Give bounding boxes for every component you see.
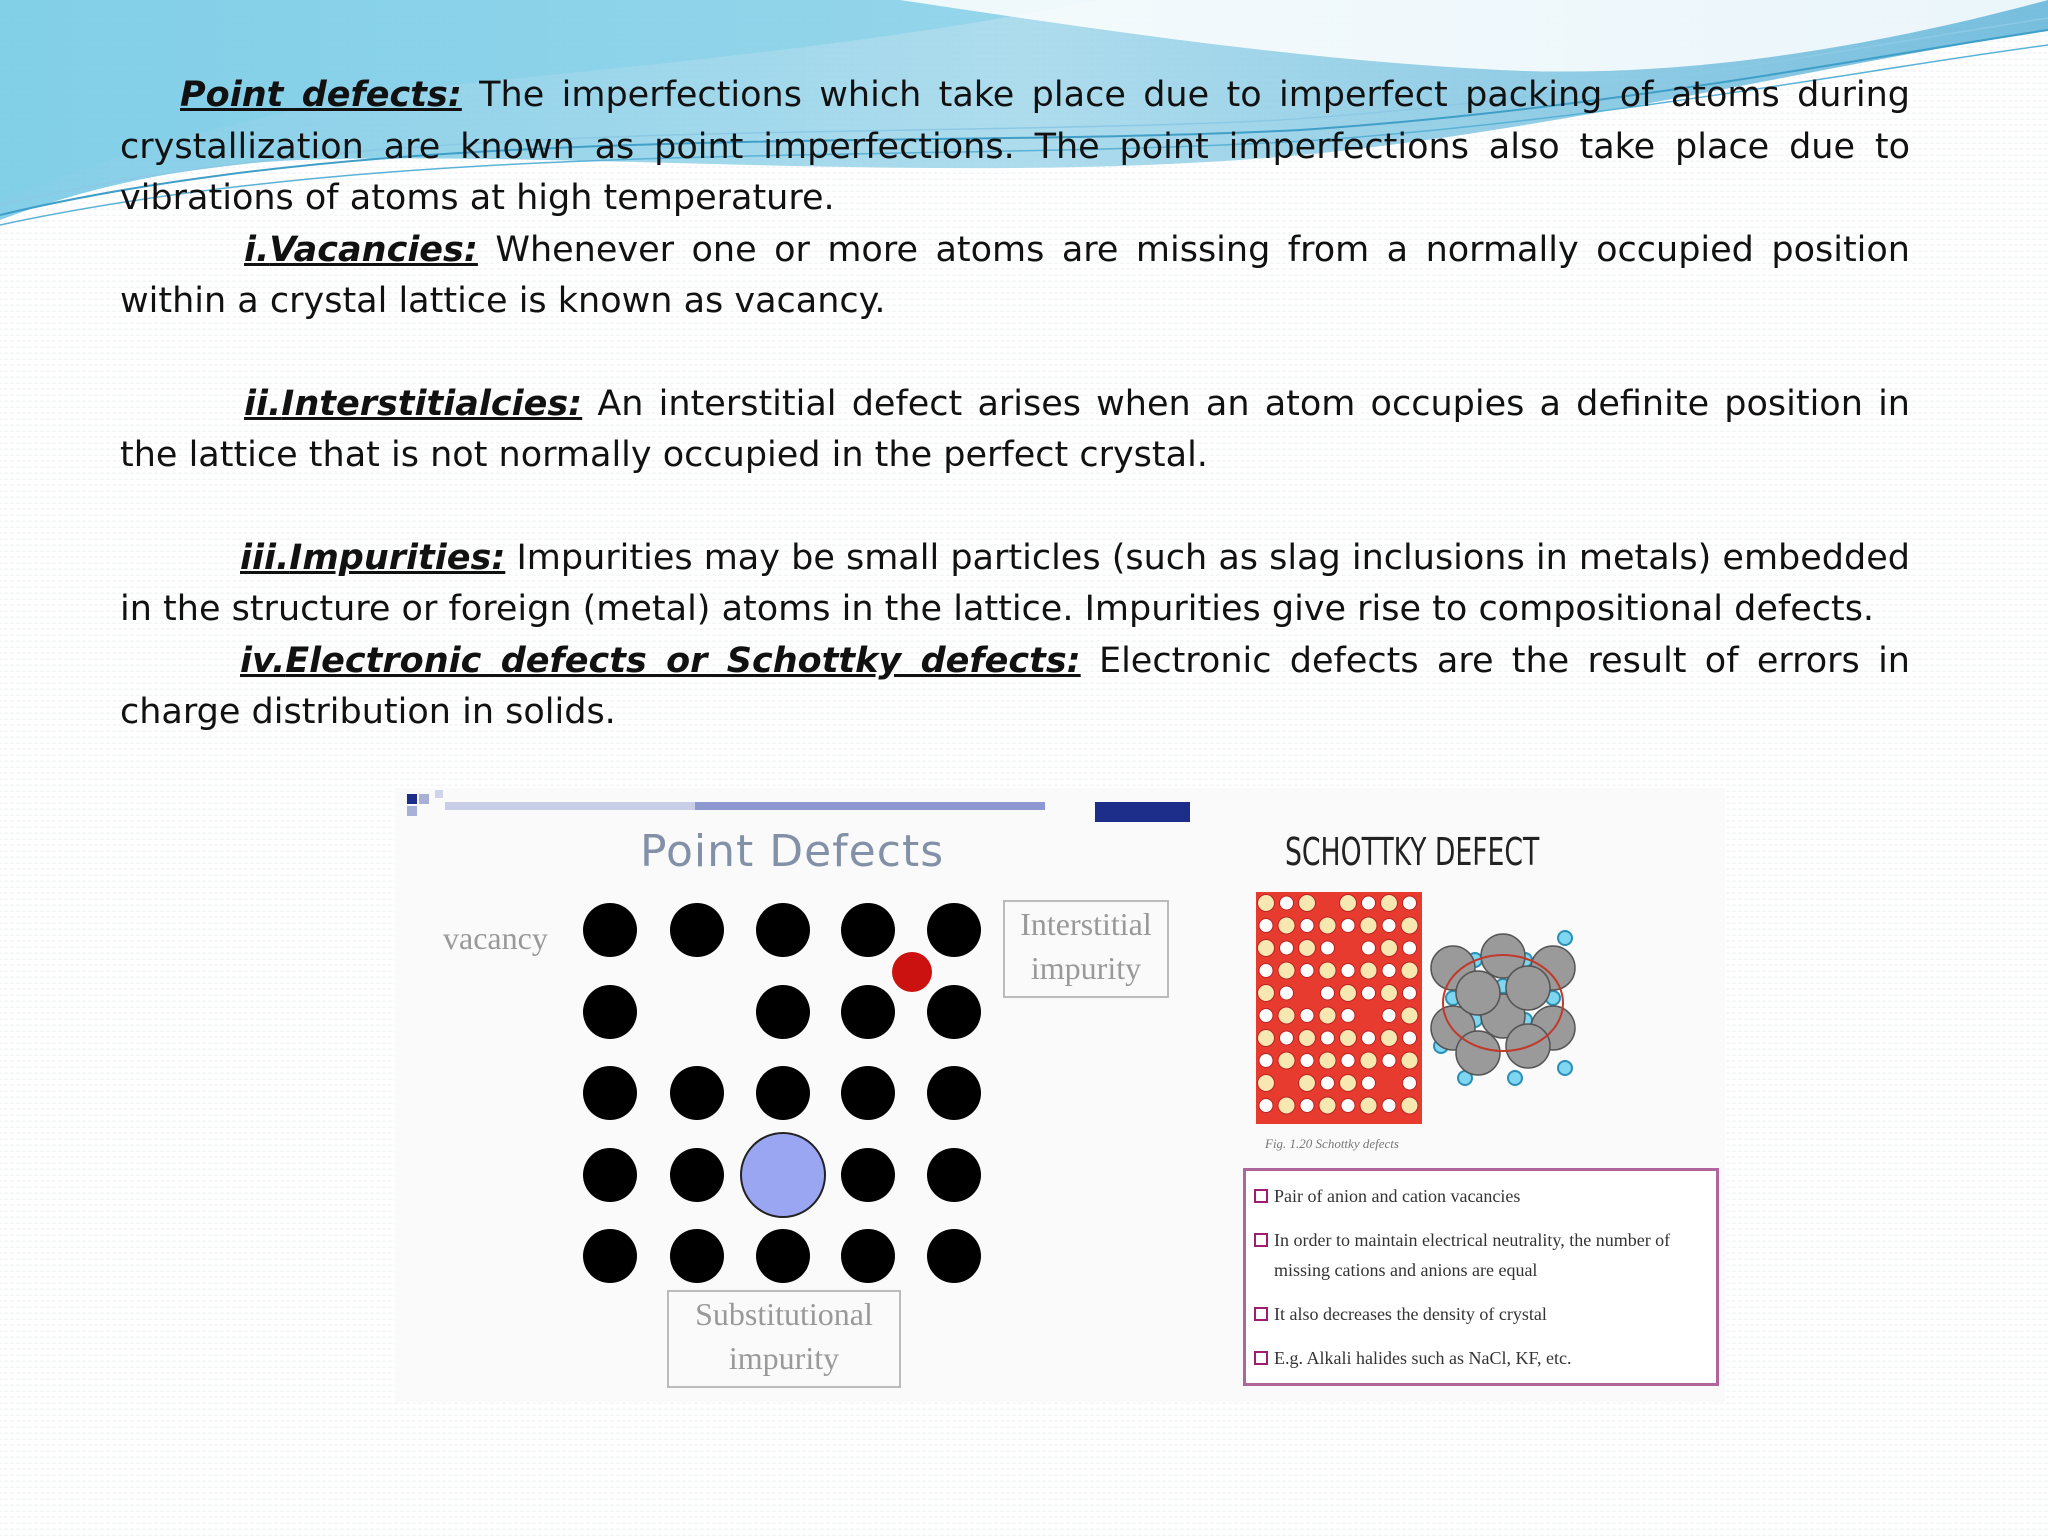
cation — [1558, 1061, 1572, 1075]
impurities-paragraph — [120, 533, 1910, 636]
lattice-atom — [670, 1229, 724, 1283]
ion — [1278, 1007, 1295, 1024]
ion — [1381, 895, 1398, 912]
ion — [1300, 919, 1314, 933]
checkbox-bullet-icon — [1254, 1233, 1268, 1247]
ion — [1381, 1030, 1398, 1047]
anion — [1506, 966, 1550, 1010]
interstitialcies-text: An interstitial defect arises when an atom occupies a definite position in the lattice that is not normally occupied in the perfect crystal. — [120, 383, 1910, 475]
ion — [1321, 941, 1335, 955]
lattice-atom — [583, 1229, 637, 1283]
fact-text: In order to maintain electrical neutrality, the number of missing cations and anions are equal — [1274, 1230, 1671, 1280]
lattice-atom — [841, 985, 895, 1039]
ion — [1319, 962, 1336, 979]
electronic-defects-paragraph — [120, 636, 1910, 739]
lattice-atom — [927, 1148, 981, 1202]
vacancies-term: Vacancies: — [269, 229, 478, 270]
substitutional-impurity-label — [667, 1290, 901, 1388]
interstitial-line1: Interstitial — [1020, 906, 1152, 942]
schottky-illustrations — [1213, 788, 1725, 1148]
ion — [1299, 1075, 1316, 1092]
ion — [1403, 941, 1417, 955]
ion — [1341, 964, 1355, 978]
ion — [1341, 1099, 1355, 1113]
point-defects-title: Point Defects — [640, 826, 945, 877]
substitutional-line2: impurity — [728, 1340, 840, 1376]
ion — [1259, 964, 1273, 978]
ion — [1259, 1054, 1273, 1068]
ion — [1258, 895, 1275, 912]
ion — [1299, 1030, 1316, 1047]
lattice-atom — [841, 1066, 895, 1120]
ion — [1403, 1031, 1417, 1045]
interstitialcies-term: Interstitialcies: — [281, 383, 583, 424]
item-number: iii. — [240, 537, 290, 578]
ion — [1401, 962, 1418, 979]
lattice-atom — [583, 1066, 637, 1120]
interstitialcies-paragraph — [120, 379, 1910, 482]
ion — [1278, 962, 1295, 979]
cation — [1508, 1071, 1522, 1085]
ion — [1340, 1030, 1357, 1047]
schottky-figure-caption: Fig. 1.20 Schottky defects — [1265, 1136, 1399, 1151]
crystal-structure-image — [1431, 931, 1575, 1085]
item-number: iv. — [240, 640, 286, 681]
fact-item — [1254, 1225, 1710, 1285]
point-defects-heading: Point defects: — [180, 75, 462, 115]
vacancy-label: vacancy — [443, 920, 548, 956]
ion — [1321, 1031, 1335, 1045]
ion — [1278, 1097, 1295, 1114]
lattice-atom — [841, 1229, 895, 1283]
schottky-defect-panel — [1213, 788, 1725, 1402]
ion — [1341, 1054, 1355, 1068]
ion — [1360, 1052, 1377, 1069]
fact-item — [1254, 1343, 1710, 1373]
ion — [1362, 986, 1376, 1000]
ion — [1403, 986, 1417, 1000]
ion — [1258, 940, 1275, 957]
ion — [1401, 1007, 1418, 1024]
ion — [1280, 1031, 1294, 1045]
ion — [1300, 1054, 1314, 1068]
item-number: i. — [244, 229, 270, 270]
ion — [1319, 1097, 1336, 1114]
lattice-atom — [583, 903, 637, 957]
ion-grid-image — [1256, 892, 1422, 1124]
schottky-facts-box — [1243, 1168, 1719, 1386]
ion — [1300, 964, 1314, 978]
ion — [1319, 1052, 1336, 1069]
ion — [1403, 1076, 1417, 1090]
ion — [1258, 1030, 1275, 1047]
lattice-atom — [756, 1229, 810, 1283]
ion — [1382, 1054, 1396, 1068]
lattice-atom — [756, 903, 810, 957]
lattice-atom — [583, 1148, 637, 1202]
lattice-atom — [841, 903, 895, 957]
ion — [1340, 985, 1357, 1002]
ion — [1321, 986, 1335, 1000]
ion — [1280, 896, 1294, 910]
lattice-atom — [756, 1066, 810, 1120]
slide-text — [120, 70, 1910, 739]
cation — [1558, 931, 1572, 945]
ion — [1278, 1052, 1295, 1069]
ion — [1382, 1009, 1396, 1023]
electronic-defects-text: Electronic defects are the result of errors in charge distribution in solids. — [120, 640, 1910, 732]
ion — [1360, 917, 1377, 934]
interstitial-impurity-label — [1003, 900, 1169, 998]
substitutional-atom — [741, 1133, 825, 1217]
ion — [1300, 1009, 1314, 1023]
fact-item — [1254, 1181, 1710, 1211]
lattice-atom — [670, 903, 724, 957]
item-number: ii. — [244, 383, 282, 424]
ion — [1319, 917, 1336, 934]
ion — [1321, 1076, 1335, 1090]
fact-text: It also decreases the density of crystal — [1274, 1304, 1547, 1324]
electronic-defects-term: Electronic defects or Schottky defects: — [285, 640, 1081, 681]
impurities-text: Impurities may be small particles (such as slag inclusions in metals) embedded in the structure or foreign (metal) atoms in the lattice. Impurities give rise to compositional defects. — [120, 537, 1910, 629]
ion — [1381, 985, 1398, 1002]
lattice-atom — [927, 1066, 981, 1120]
checkbox-bullet-icon — [1254, 1351, 1268, 1365]
fact-item — [1254, 1299, 1710, 1329]
ion — [1362, 1076, 1376, 1090]
substitutional-line1: Substitutional — [695, 1296, 873, 1332]
ion — [1258, 985, 1275, 1002]
defects-figure — [395, 788, 1725, 1402]
ion — [1401, 1052, 1418, 1069]
ion — [1259, 919, 1273, 933]
interstitial-line2: impurity — [1030, 950, 1142, 986]
lattice-atom — [927, 903, 981, 957]
ion — [1280, 941, 1294, 955]
lattice-atom — [756, 985, 810, 1039]
lattice-atom — [670, 1066, 724, 1120]
ion — [1299, 895, 1316, 912]
ion — [1340, 895, 1357, 912]
lattice-atom — [927, 1229, 981, 1283]
fact-text: E.g. Alkali halides such as NaCl, KF, etc. — [1274, 1348, 1572, 1368]
ion — [1403, 896, 1417, 910]
ion — [1401, 917, 1418, 934]
ion — [1341, 1009, 1355, 1023]
point-defects-text: The imperfections which take place due to imperfect packing of atoms during crystallization are known as point imperfections. The point imperfections also take place due to vibrations of atoms at high temperature. — [120, 75, 1911, 218]
ion — [1259, 1009, 1273, 1023]
fact-text: Pair of anion and cation vacancies — [1274, 1186, 1521, 1206]
ion — [1341, 919, 1355, 933]
point-defects-diagram — [395, 788, 1195, 1402]
schottky-title: SCHOTTKY DEFECT — [1285, 830, 1540, 874]
impurities-term: Impurities: — [289, 537, 506, 578]
ion — [1360, 1097, 1377, 1114]
ion — [1362, 896, 1376, 910]
lattice-atom — [670, 1148, 724, 1202]
lattice-atom — [841, 1148, 895, 1202]
interstitial-atom — [892, 952, 932, 992]
vacancies-paragraph — [120, 225, 1910, 328]
lattice-atom — [927, 985, 981, 1039]
point-defects-paragraph — [120, 70, 1910, 225]
ion — [1362, 1031, 1376, 1045]
ion — [1401, 1097, 1418, 1114]
ion — [1258, 1075, 1275, 1092]
ion — [1340, 1075, 1357, 1092]
ion — [1259, 1099, 1273, 1113]
ion — [1360, 962, 1377, 979]
ion — [1382, 919, 1396, 933]
ion — [1381, 940, 1398, 957]
ion — [1319, 1007, 1336, 1024]
ion — [1362, 941, 1376, 955]
ion — [1382, 1099, 1396, 1113]
lattice-atom — [583, 985, 637, 1039]
ion — [1299, 940, 1316, 957]
checkbox-bullet-icon — [1254, 1307, 1268, 1321]
ion — [1382, 964, 1396, 978]
vacancies-text: Whenever one or more atoms are missing from a normally occupied position within a crystal lattice is known as vacancy. — [120, 229, 1910, 321]
anion — [1456, 971, 1500, 1015]
ion — [1278, 917, 1295, 934]
checkbox-bullet-icon — [1254, 1189, 1268, 1203]
ion — [1280, 986, 1294, 1000]
ion — [1300, 1099, 1314, 1113]
